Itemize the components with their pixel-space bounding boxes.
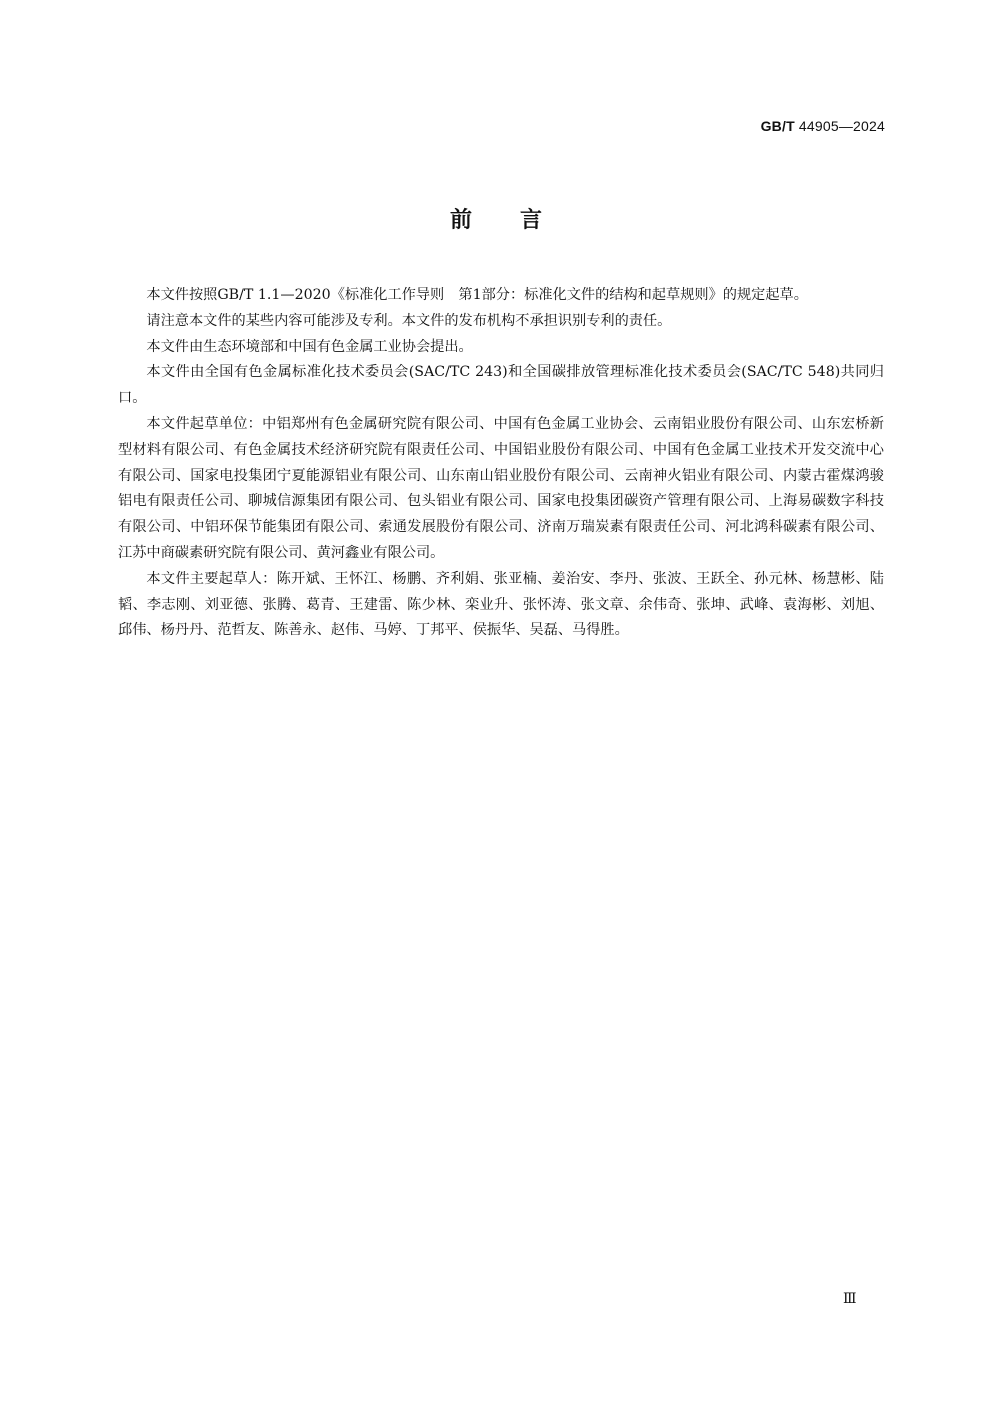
paragraph-drafting-rules: 本文件按照GB/T 1.1—2020《标准化工作导则 第1部分：标准化文件的结构和起草规则》的规定起草。 — [146, 287, 808, 303]
standard-code — [761, 118, 885, 134]
paragraph-main-drafters: 本文件主要起草人：陈开斌、王怀江、杨鹏、齐利娟、张亚楠、姜治安、李丹、张波、王跃全、孙元林、杨慧彬、陆韬、李志刚、刘亚德、张腾、葛青、王建雷、陈少林、栾业升、张怀涛、张文章、余伟奇、张坤、武峰、袁海彬、刘旭、邱伟、杨丹丹、范哲友、陈善永、赵伟、马婷、丁邦平、侯振华、吴磊、马得胜。 — [118, 570, 884, 639]
page-title: 前言 — [449, 208, 590, 233]
paragraph-patent-notice: 请注意本文件的某些内容可能涉及专利。本文件的发布机构不承担识别专利的责任。 — [146, 312, 672, 329]
standard-code-number: 44905—2024 — [794, 118, 885, 134]
paragraph-under-jurisdiction: 本文件由全国有色金属标准化技术委员会(SAC/TC 243)和全国碳排放管理标准化技术委员会(SAC/TC 548)共同归口。 — [118, 364, 884, 407]
paragraph-proposed-by: 本文件由生态环境部和中国有色金属工业协会提出。 — [146, 338, 473, 355]
foreword-body — [118, 283, 884, 644]
standard-code-prefix: GB/T — [760, 118, 795, 134]
paragraph-drafting-organizations: 本文件起草单位：中铝郑州有色金属研究院有限公司、中国有色金属工业协会、云南铝业股份有限公司、山东宏桥新型材料有限公司、有色金属技术经济研究院有限责任公司、中国铝业股份有限公司、中国有色金属工业技术开发交流中心有限公司、国家电投集团宁夏能源铝业有限公司、山东南山铝业股份有限公司、云南神火铝业有限公司、内蒙古霍煤鸿骏铝电有限责任公司、聊城信源集团有限公司、包头铝业有限公司、国家电投集团碳资产管理有限公司、上海易碳数字科技有限公司、中铝环保节能集团有限公司、索通发展股份有限公司、济南万瑞炭素有限责任公司、河北鸿科碳素有限公司、江苏中商碳素研究院有限公司、黄河鑫业有限公司。 — [118, 415, 884, 561]
page-number: Ⅲ — [843, 1291, 857, 1307]
